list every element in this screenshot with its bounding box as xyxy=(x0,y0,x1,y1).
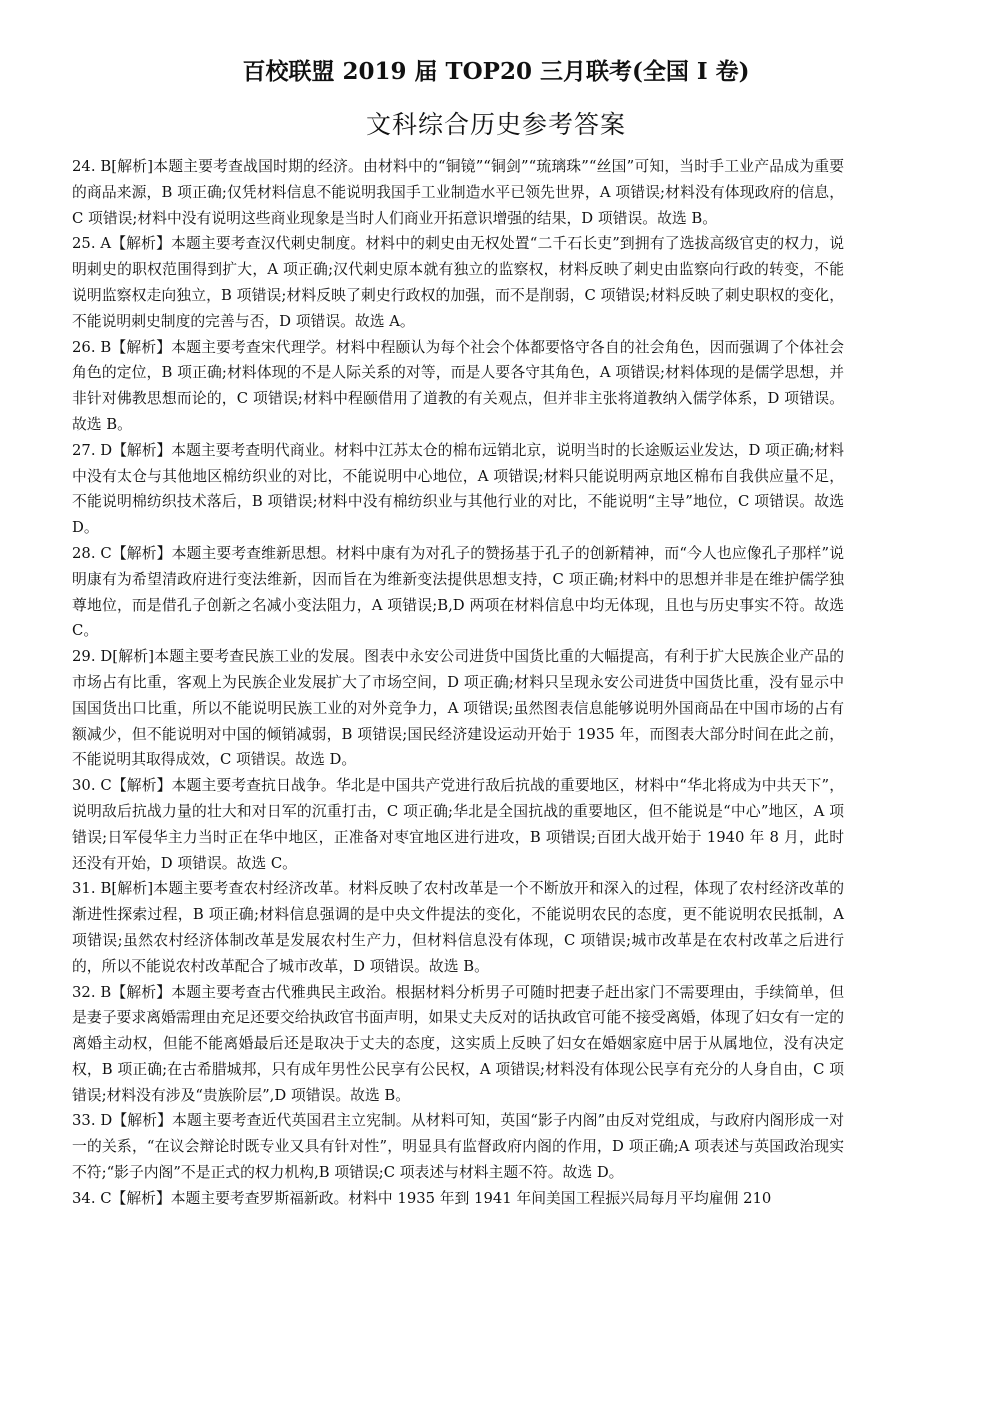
answer-paragraph-24: 24. B[解析]本题主要考查战国时期的经济。由材料中的“铜镜”“铜剑”“琉璃珠”“丝国”可知，当时手工业产品成为重要的商品来源，B 项正确;仅凭材料信息不能说明我国手工业制造水平已领先世界，A 项错误;材料没有体现政府的信息，C 项错误;材料中没有说明这些商业现象是当时人们商业开拓意识增强的结果，D 项错误。故选 B。 xyxy=(72,158,844,227)
answer-paragraph-30: 30. C【解析】本题主要考查抗日战争。华北是中国共产党进行敌后抗战的重要地区，材料中“华北将成为中共天下”，说明敌后抗战力量的壮大和对日军的沉重打击，C 项正确;华北是全国抗战的重要地区，但不能说是“中心”地区，A 项错误;日军侵华主力当时正在华中地区，正准备对枣宜地区进行进攻，B 项错误;百团大战开始于 1940 年 8 月，此时还没有开始，D 项错误。故选 C。 xyxy=(72,777,844,872)
answer-paragraph-26: 26. B【解析】本题主要考查宋代理学。材料中程颐认为每个社会个体都要恪守各自的社会角色，因而强调了个体社会角色的定位，B 项正确;材料体现的不是人际关系的对等，而是人要各守其角色，A 项错误;材料体现的是儒学思想，并非针对佛教思想而论的，C 项错误;材料中程颐借用了道教的有关观点，但并非主张将道教纳入儒学体系，D 项错误。故选 B。 xyxy=(72,338,844,433)
answer-paragraph-34: 34. C【解析】本题主要考查罗斯福新政。材料中 1935 年到 1941 年间美国工程振兴局每月平均雇佣 210 xyxy=(72,1189,772,1207)
answer-paragraph-28: 28. C【解析】本题主要考查维新思想。材料中康有为对孔子的赞扬基于孔子的创新精神，而“今人也应像孔子那样”说明康有为希望清政府进行变法维新，因而旨在为维新变法提供思想支持，C 项正确;材料中的思想并非是在维护儒学独尊地位，而是借孔子创新之名减小变法阻力，A 项错误;B,D 两项在材料信息中均无体现，且也与历史事实不符。故选 C。 xyxy=(72,544,844,640)
answer-paragraph-27: 27. D【解析】本题主要考查明代商业。材料中江苏太仓的棉布远销北京，说明当时的长途贩运业发达，D 项正确;材料中没有太仓与其他地区棉纺织业的对比，不能说明中心地位，A 项错误;材料只能说明两京地区棉布自我供应量不足，不能说明棉纺织技术落后，B 项错误;材料中没有棉纺织业与其他行业的对比，不能说明“主导”地位，C 项错误。故选 D。 xyxy=(72,441,844,537)
answer-paragraph-31: 31. B[解析]本题主要考查农村经济改革。材料反映了农村改革是一个不断放开和深入的过程，体现了农村经济改革的渐进性探索过程，B 项正确;材料信息强调的是中央文件提法的变化，不能说明农民的态度，更不能说明农民抵制，A 项错误;虽然农村经济体制改革是发展农村生产力，但材料信息没有体现，C 项错误;城市改革是在农村改革之后进行的，所以不能说农村改革配合了城市改革，D 项错误。故选 B。 xyxy=(72,880,844,975)
answer-paragraph-29: 29. D[解析]本题主要考查民族工业的发展。图表中永安公司进货中国货比重的大幅提高，有利于扩大民族企业产品的市场占有比重，客观上为民族企业发展扩大了市场空间，D 项正确;材料只呈现永安公司进货中国货比重，没有显示中国国货出口比重，所以不能说明民族工业的对外竞争力，A 项错误;虽然图表信息能够说明外国商品在中国市场的占有额减少，但不能说明对中国的倾销减弱，B 项错误;国民经济建设运动开始于 1935 年，而图表大部分时间在此之前，不能说明其取得成效，C 项错误。故选 D。 xyxy=(72,648,844,769)
answer-paragraph-33: 33. D【解析】本题主要考查近代英国君主立宪制。从材料可知，英国“影子内阁”由反对党组成，与政府内阁形成一对一的关系，“在议会辩论时既专业又具有针对性”，明显具有监督政府内阁的作用，D 项正确;A 项表述与英国政治现实不符;“影子内阁”不是正式的权力机构,B 项错误;C 项表述与材料主题不符。故选 D。 xyxy=(72,1112,844,1182)
answer-paragraph-25: 25. A【解析】本题主要考查汉代刺史制度。材料中的刺史由无权处置“二千石长吏”到拥有了选拔高级官吏的权力，说明刺史的职权范围得到扩大，A 项正确;汉代刺史原本就有独立的监察权，材料反映了刺史由监察向行政的转变，不能说明监察权走向独立，B 项错误;材料反映了刺史行政权的加强，而不是削弱，C 项错误;材料反映了刺史职权的变化，不能说明刺史制度的完善与否，D 项错误。故选 A。 xyxy=(72,235,844,330)
answer-list xyxy=(72,154,844,1212)
document-title: 百校联盟 2019 届 TOP20 三月联考(全国 I 卷) xyxy=(242,58,750,85)
answer-paragraph-32: 32. B【解析】本题主要考查古代雅典民主政治。根据材料分析男子可随时把妻子赶出家门不需要理由，手续简单，但是妻子要求离婚需理由充足还要交给执政官书面声明，如果丈夫反对的话执政官可能不接受离婚，体现了妇女有一定的离婚主动权，但能不能离婚最后还是取决于丈夫的态度，这实质上反映了妇女在婚姻家庭中居于从属地位，没有决定权，B 项正确;在古希腊城邦，只有成年男性公民享有公民权，A 项错误;材料没有体现公民享有充分的人身自由，C 项错误;材料没有涉及“贵族阶层”,D 项错误。故选 B。 xyxy=(72,983,844,1104)
document-subtitle: 文科综合历史参考答案 xyxy=(365,110,626,139)
